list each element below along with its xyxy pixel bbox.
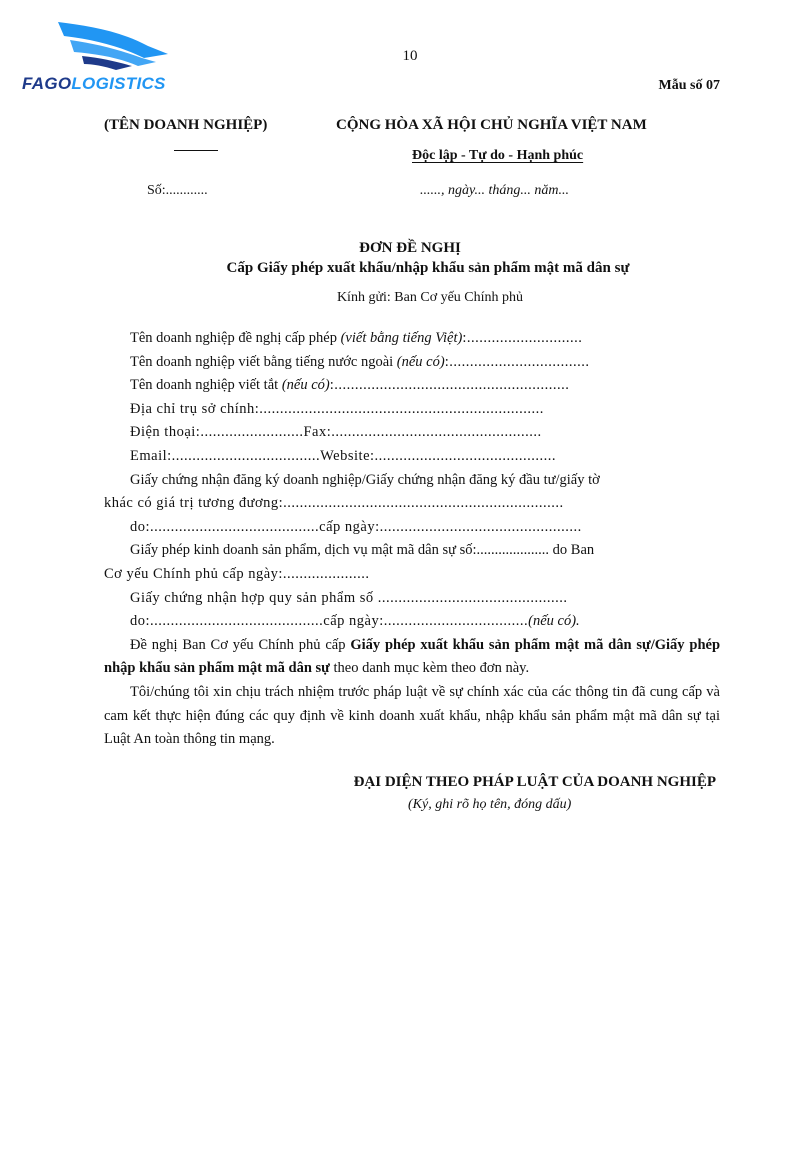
field-conformity-issued: do:..........................................cấp ngày:...................................(nếu có). bbox=[130, 613, 580, 630]
field-certificate: Giấy chứng nhận đăng ký doanh nghiệp/Giấy chứng nhận đăng ký đầu tư/giấy tờ bbox=[130, 471, 600, 488]
field-phone-fax: Điện thoại:.........................Fax:................................................... bbox=[130, 424, 542, 441]
field-license-cont: Cơ yếu Chính phủ cấp ngày:..................... bbox=[104, 565, 370, 582]
field-license: Giấy phép kinh doanh sản phẩm, dịch vụ mật mã dân sự số:.................... do Ban bbox=[130, 542, 595, 559]
date-line: ......, ngày... tháng... năm... bbox=[420, 183, 569, 198]
request-paragraph: Đề nghị Ban Cơ yếu Chính phủ cấp Giấy phép xuất khẩu sản phẩm mật mã dân sự/Giấy phép nhập khẩu sản phẩm mật mã dân sự theo danh mục kèm theo đơn này. bbox=[104, 636, 721, 677]
field-email-website: Email:....................................Website:............................................ bbox=[130, 447, 557, 464]
document-subtitle: Cấp Giấy phép xuất khẩu/nhập khẩu sản phẩm mật mã dân sự bbox=[226, 260, 630, 276]
field-name-short: Tên doanh nghiệp viết tắt (nếu có):......................................................... bbox=[130, 377, 570, 394]
page-number: 10 bbox=[402, 48, 418, 64]
field-certificate-cont: khác có giá trị tương đương:.................................................................... bbox=[104, 495, 564, 512]
logo-text-logistics: LOGISTICS bbox=[71, 74, 166, 93]
commitment-paragraph: Tôi/chúng tôi xin chịu trách nhiệm trước pháp luật về sự chính xác của các thông tin đã cung cấp và cam kết thực hiện đúng các quy định về kinh doanh xuất khẩu, nhập khẩu sản phẩm mật mã dân sự tại Luật An toàn thông tin mạng. bbox=[104, 683, 720, 748]
document-number: Số:............ bbox=[147, 183, 208, 198]
form-body bbox=[104, 327, 720, 752]
logo-text bbox=[22, 74, 166, 94]
motto: Độc lập - Tự do - Hạnh phúc bbox=[412, 148, 584, 163]
signature-title: ĐẠI DIỆN THEO PHÁP LUẬT CỦA DOANH NGHIỆP bbox=[353, 774, 716, 790]
recipient: Kính gửi: Ban Cơ yếu Chính phủ bbox=[336, 290, 524, 305]
org-divider bbox=[174, 150, 218, 151]
document-title: ĐƠN ĐỀ NGHỊ bbox=[359, 240, 461, 256]
field-conformity: Giấy chứng nhận hợp quy sản phẩm số .............................................. bbox=[130, 589, 568, 606]
logo-text-fago: FAGO bbox=[22, 74, 72, 93]
signature-note: (Ký, ghi rõ họ tên, đóng dấu) bbox=[408, 797, 572, 812]
field-certificate-issued: do:.........................................cấp ngày:................................................. bbox=[130, 518, 582, 535]
nation-title: CỘNG HÒA XÃ HỘI CHỦ NGHĨA VIỆT NAM bbox=[336, 117, 647, 133]
field-address: Địa chỉ trụ sở chính:..................................................................... bbox=[130, 400, 544, 417]
form-code: Mẫu số 07 bbox=[658, 78, 720, 93]
org-name: (TÊN DOANH NGHIỆP) bbox=[104, 117, 268, 133]
field-name-foreign: Tên doanh nghiệp viết bằng tiếng nước ngoài (nếu có):.................................. bbox=[130, 353, 590, 370]
field-name-vn: Tên doanh nghiệp đề nghị cấp phép (viết bằng tiếng Việt):............................ bbox=[130, 330, 583, 346]
